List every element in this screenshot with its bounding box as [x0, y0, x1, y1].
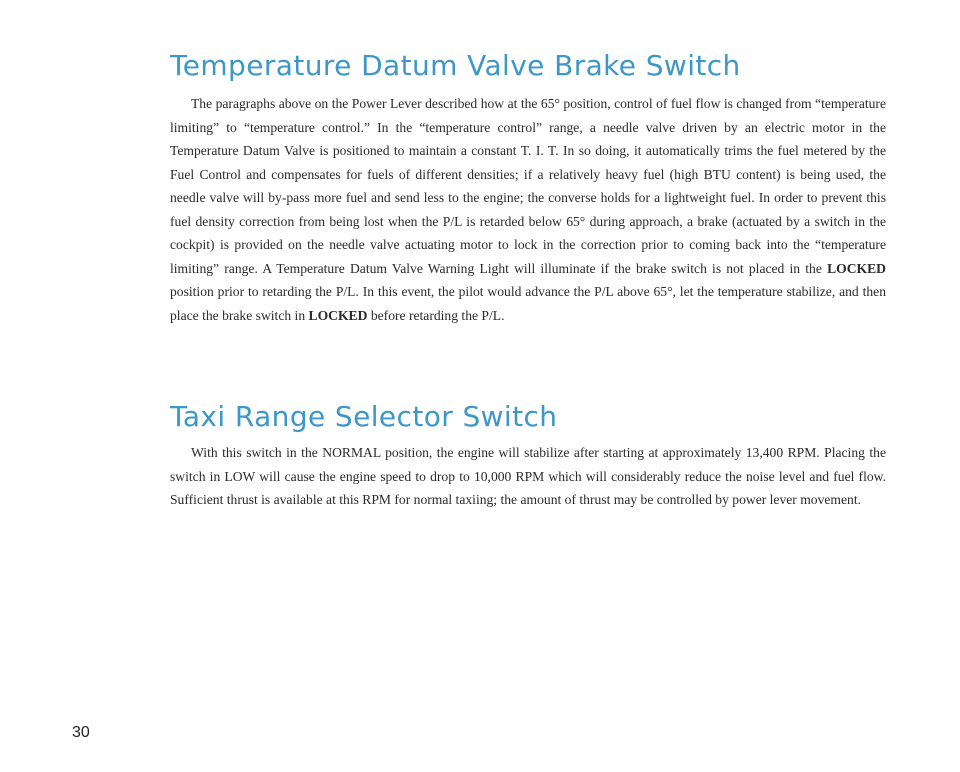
paragraph-text: With this switch in the NORMAL position, the engine will stabilize after starting at approximately 13,400 RPM. Placing the switch in LOW will cause the engine speed to drop to 10,000 RPM which will considerably reduce the noise level and fuel flow. Sufficient thrust is available at this RPM for normal taxiing; the amount of thrust may be controlled by power lever movement.: [170, 445, 886, 507]
paragraph-text: before retarding the P/L.: [367, 307, 505, 323]
section-paragraph: [170, 441, 886, 512]
paragraph-text: position prior to retarding the P/L. In this event, the pilot would advance the P/L above 65°, let the temperature stabilize, and then place the brake switch in: [170, 284, 886, 323]
page-number: 30: [72, 724, 90, 741]
locked-keyword: LOCKED: [827, 260, 886, 276]
section-heading: Temperature Datum Valve Brake Switch: [170, 49, 741, 82]
section-paragraph: [170, 92, 886, 327]
section-heading: Taxi Range Selector Switch: [170, 400, 558, 433]
section-temperature-datum-valve-brake-switch: [170, 44, 886, 327]
paragraph-text: The paragraphs above on the Power Lever described how at the 65° position, control of fuel flow is changed from “temperature limiting” to “temperature control.” In the “temperature control” range, a needle valve driven by an electric motor in the Temperature Datum Valve is positioned to maintain a constant T. I. T. In so doing, it automatically trims the fuel metered by the Fuel Control and compensates for fuels of different densities; if a relatively heavy fuel (high BTU content) is being used, the needle valve will by-pass more fuel and send less to the engine; the converse holds for a lightweight fuel. In order to prevent this fuel density correction from being lost when the P/L is retarded below 65° during approach, a brake (actuated by a switch in the cockpit) is provided on the needle valve actuating motor to lock in the correction prior to coming back into the “temperature limiting” range. A Temperature Datum Valve Warning Light will illuminate if the brake switch is not placed in the: [170, 96, 886, 276]
locked-keyword: LOCKED: [308, 307, 368, 323]
section-taxi-range-selector-switch: [170, 395, 886, 512]
